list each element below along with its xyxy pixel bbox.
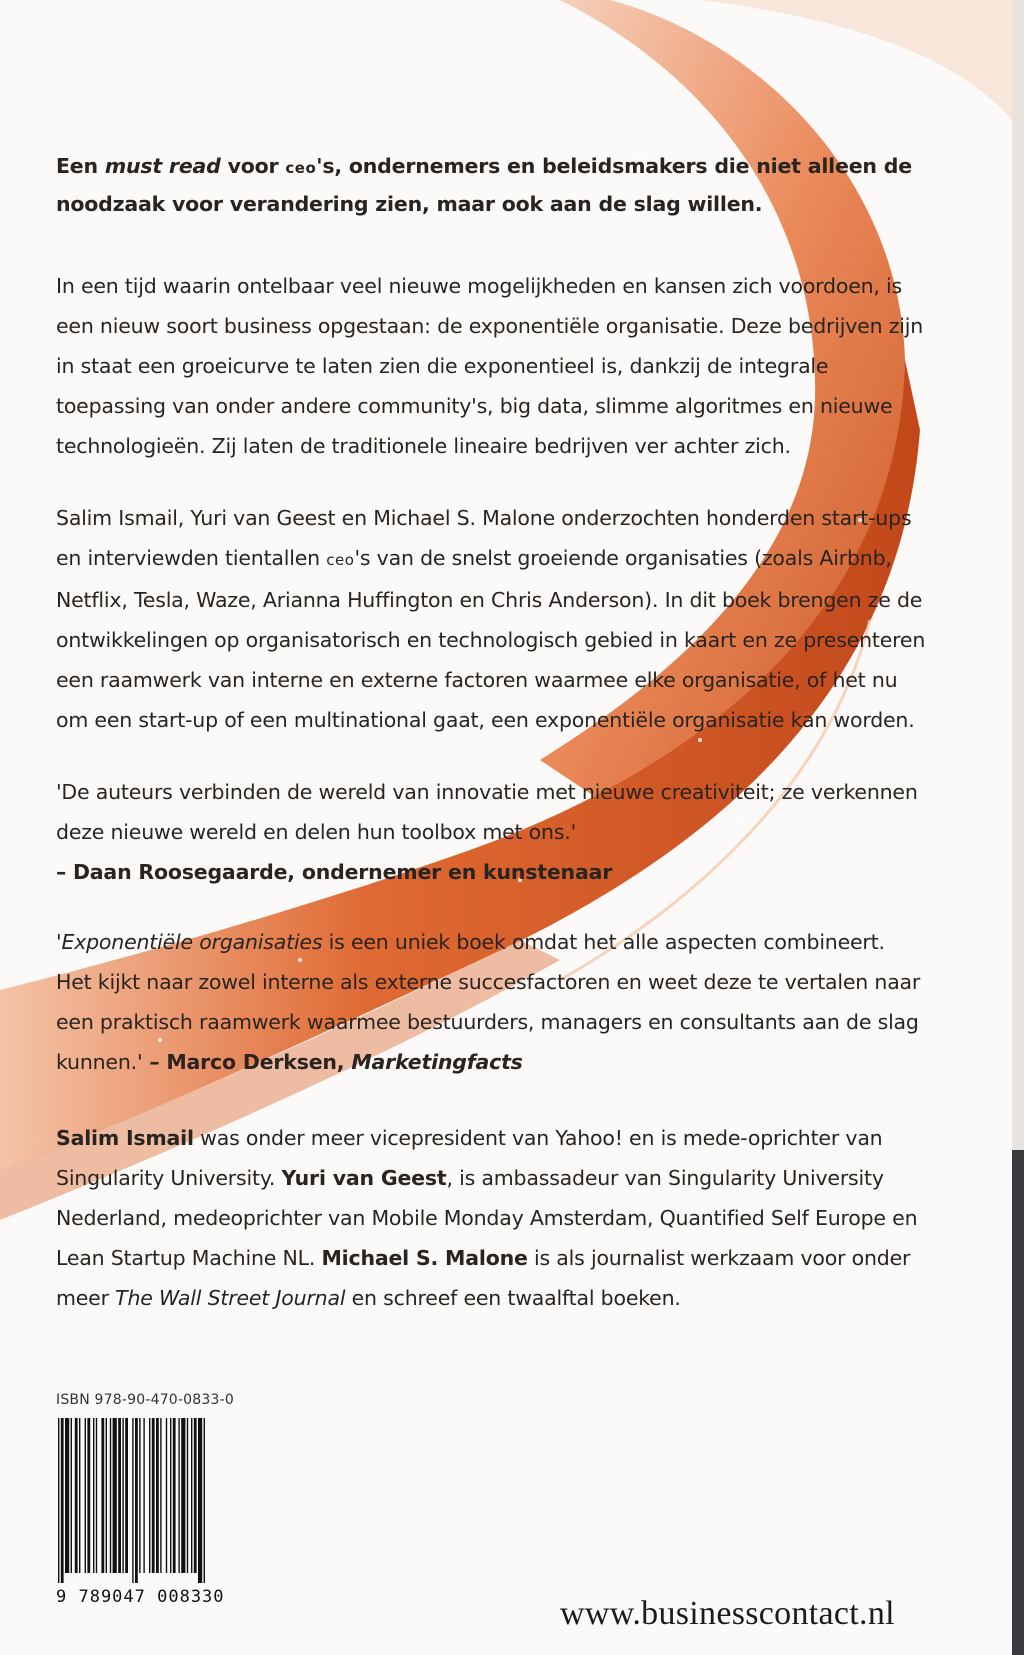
barcode-bar — [194, 1418, 197, 1573]
barcode-bar — [71, 1418, 72, 1573]
barcode-bar — [139, 1418, 140, 1573]
isbn-digits: 9 789047 008330 — [56, 1587, 225, 1607]
barcode-bar — [85, 1418, 86, 1573]
barcode-bar — [122, 1418, 123, 1573]
intro-paragraph: In een tijd waarin ontelbaar veel nieuwe mogelijkheden en kansen zich voordoen, is een nieuw soort business opgestaan: de exponentiële organisatie. Deze bedrijven zijn in staat een groeicurve te laten zien die exponentieel is, dankzij de integrale toepassing van onder andere community's, big data, slimme algoritmes en nieuwe technologieën. Zij laten de traditionele lineaire bedrijven ver achter zich. — [56, 274, 924, 458]
research-paragraph: Salim Ismail, Yuri van Geest en Michael S. Malone onderzochten honderden start-ups en interviewden tientallen ceo's van de snelst groeiende organisaties (zoals Airbnb, Netflix, Tesla, Waze, Arianna Huffington en Chris Anderson). In dit boek brengen ze de ontwikkelingen op organisatorisch en technologisch gebied in kaart en ze presenteren een raamwerk van interne en externe factoren waarmee elke organisatie, of het nu om een start-up of een multinational gaat, een exponentiële organisatie kan worden. — [56, 506, 926, 732]
back-cover-text — [56, 148, 926, 1350]
barcode-bar — [170, 1418, 171, 1573]
barcode-bar — [156, 1418, 159, 1573]
publisher-website: www.businesscontact.nl — [560, 1595, 895, 1632]
barcode-bar — [198, 1418, 202, 1583]
barcode-bar — [87, 1418, 90, 1573]
quote-derksen: 'Exponentiële organisaties is een uniek boek omdat het alle aspecten combineert. Het kijkt naar zowel interne als externe succesfactoren en weet deze te vertalen naar een praktisch raamwerk waarmee bestuurders, managers en consultants aan de slag kunnen.' – Marco Derksen, Marketingfacts — [56, 930, 921, 1074]
barcode-bar — [191, 1418, 192, 1573]
barcode-bar — [101, 1418, 104, 1573]
barcode-bar — [65, 1418, 69, 1573]
barcode-bar — [93, 1418, 94, 1573]
quote-attribution: – Daan Roosegaarde, ondernemer en kunstenaar — [56, 860, 613, 884]
barcode-bar — [181, 1418, 185, 1573]
barcode-bar — [61, 1418, 64, 1583]
barcode-bar — [79, 1418, 80, 1573]
barcode-bar — [178, 1418, 179, 1573]
barcode-bar — [96, 1418, 97, 1573]
quote-roosegaarde: 'De auteurs verbinden de wereld van innovatie met nieuwe creativiteit; ze verkennen deze nieuwe wereld en delen hun toolbox met ons.' – Daan Roosegaarde, ondernemer en kunstenaar — [56, 780, 918, 884]
barcode-bar — [125, 1418, 128, 1573]
barcode-bar — [143, 1418, 144, 1573]
isbn-barcode-block — [56, 1390, 266, 1607]
barcode-bar — [113, 1418, 117, 1573]
barcode-bar — [75, 1418, 78, 1573]
barcode — [56, 1418, 266, 1583]
lead-paragraph: Een must read voor ceo's, ondernemers en beleidsmakers die niet alleen de noodzaak voor verandering zien, maar ook aan de slag willen. — [56, 154, 912, 216]
barcode-bar — [204, 1418, 205, 1583]
author-bios: Salim Ismail was onder meer vicepresident van Yahoo! en is mede-oprichter van Singularity University. Yuri van Geest, is ambassadeur van Singularity University Nederland, medeoprichter van Mobile Monday Amsterdam, Quantified Self Europe en Lean Startup Machine NL. Michael S. Malone is als journalist werkzaam voor onder meer The Wall Street Journal en schreef een twaalftal boeken. — [56, 1126, 918, 1310]
barcode-bar — [173, 1418, 176, 1573]
barcode-bar — [166, 1418, 167, 1573]
barcode-bar — [160, 1418, 161, 1573]
barcode-bar — [187, 1418, 188, 1573]
barcode-bar — [149, 1418, 150, 1573]
barcode-bar — [110, 1418, 111, 1573]
barcode-bar — [118, 1418, 121, 1573]
barcode-bar — [132, 1418, 133, 1583]
barcode-bar — [58, 1418, 59, 1583]
barcode-bar — [135, 1418, 138, 1583]
barcode-bar — [152, 1418, 155, 1573]
isbn-label: ISBN 978-90-470-0833-0 — [56, 1392, 234, 1408]
barcode-bar — [106, 1418, 107, 1573]
spine-dark-strip — [1012, 1150, 1024, 1655]
